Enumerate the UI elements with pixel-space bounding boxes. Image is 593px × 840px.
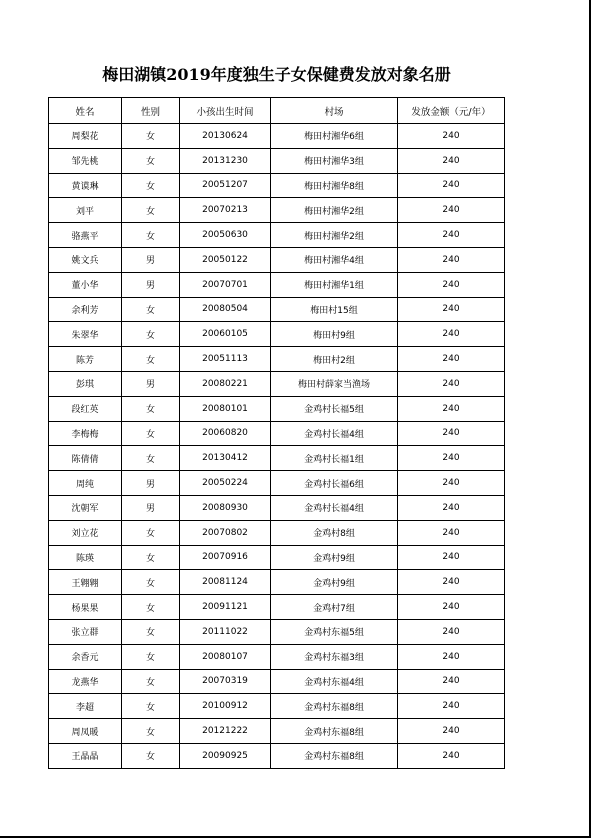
cell-amount: 240 [398,719,505,744]
cell-birth-date: 20080101 [180,396,271,421]
cell-name: 董小华 [49,272,122,297]
column-header-name: 姓名 [49,98,122,124]
cell-sex: 女 [122,421,180,446]
cell-name: 陈芳 [49,347,122,372]
cell-amount: 240 [398,743,505,768]
cell-village: 金鸡村东福5组 [271,619,398,644]
table-row [49,396,505,421]
cell-village: 梅田村湘华2组 [271,198,398,223]
cell-birth-date: 20080107 [180,644,271,669]
cell-amount: 240 [398,223,505,248]
table-row [49,545,505,570]
cell-sex: 女 [122,719,180,744]
cell-village: 梅田村湘华6组 [271,124,398,149]
cell-name: 黄谟琳 [49,173,122,198]
cell-name: 杨果果 [49,595,122,620]
cell-sex: 女 [122,173,180,198]
cell-sex: 女 [122,124,180,149]
cell-village: 金鸡村东福8组 [271,743,398,768]
cell-name: 陈倩倩 [49,446,122,471]
table-row [49,446,505,471]
table-row [49,421,505,446]
table-row [49,173,505,198]
cell-birth-date: 20121222 [180,719,271,744]
column-header-birth-date: 小孩出生时间 [180,98,271,124]
cell-sex: 女 [122,396,180,421]
table-row [49,471,505,496]
cell-birth-date: 20080221 [180,371,271,396]
cell-name: 朱翠华 [49,322,122,347]
cell-amount: 240 [398,297,505,322]
column-header-sex: 性别 [122,98,180,124]
cell-village: 金鸡村长福4组 [271,495,398,520]
cell-village: 金鸡村长福6组 [271,471,398,496]
cell-village: 金鸡村东福8组 [271,694,398,719]
table-row [49,495,505,520]
cell-amount: 240 [398,173,505,198]
table-row [49,619,505,644]
table-row [49,694,505,719]
cell-sex: 女 [122,520,180,545]
cell-sex: 女 [122,148,180,173]
cell-amount: 240 [398,545,505,570]
cell-sex: 女 [122,743,180,768]
cell-birth-date: 20080930 [180,495,271,520]
cell-village: 梅田村2组 [271,347,398,372]
cell-sex: 女 [122,644,180,669]
cell-name: 刘平 [49,198,122,223]
cell-name: 骆燕平 [49,223,122,248]
document-title: 梅田湖镇2019年度独生子女保健费发放对象名册 [102,65,451,84]
cell-name: 余利芳 [49,297,122,322]
cell-birth-date: 20070802 [180,520,271,545]
cell-amount: 240 [398,495,505,520]
cell-birth-date: 20081124 [180,570,271,595]
table-row [49,148,505,173]
cell-name: 段红英 [49,396,122,421]
cell-village: 梅田村9组 [271,322,398,347]
cell-amount: 240 [398,619,505,644]
table-row [49,669,505,694]
cell-birth-date: 20080504 [180,297,271,322]
cell-amount: 240 [398,520,505,545]
cell-birth-date: 20050630 [180,223,271,248]
cell-birth-date: 20070916 [180,545,271,570]
cell-birth-date: 20060105 [180,322,271,347]
roster-table [48,97,505,769]
table-row [49,247,505,272]
cell-sex: 女 [122,297,180,322]
cell-amount: 240 [398,322,505,347]
cell-name: 姚文兵 [49,247,122,272]
cell-village: 梅田村湘华2组 [271,223,398,248]
cell-name: 彭琪 [49,371,122,396]
cell-sex: 女 [122,669,180,694]
table-row [49,347,505,372]
cell-sex: 女 [122,619,180,644]
cell-amount: 240 [398,371,505,396]
table-row [49,520,505,545]
cell-sex: 女 [122,198,180,223]
table-row [49,223,505,248]
cell-birth-date: 20060820 [180,421,271,446]
table-row [49,743,505,768]
cell-birth-date: 20051113 [180,347,271,372]
cell-sex: 男 [122,272,180,297]
cell-birth-date: 20051207 [180,173,271,198]
cell-amount: 240 [398,148,505,173]
cell-birth-date: 20130412 [180,446,271,471]
cell-amount: 240 [398,396,505,421]
cell-name: 沈朝军 [49,495,122,520]
cell-village: 梅田村15组 [271,297,398,322]
cell-birth-date: 20070319 [180,669,271,694]
cell-village: 金鸡村9组 [271,570,398,595]
cell-village: 梅田村湘华1组 [271,272,398,297]
cell-amount: 240 [398,421,505,446]
table-row [49,719,505,744]
table-row [49,371,505,396]
cell-sex: 女 [122,694,180,719]
cell-amount: 240 [398,124,505,149]
table-row [49,322,505,347]
cell-village: 金鸡村东福4组 [271,669,398,694]
cell-name: 李超 [49,694,122,719]
column-header-village: 村场 [271,98,398,124]
cell-birth-date: 20091121 [180,595,271,620]
cell-village: 金鸡村长福5组 [271,396,398,421]
header-row [49,98,505,124]
cell-amount: 240 [398,471,505,496]
cell-name: 邹先桃 [49,148,122,173]
table-row [49,198,505,223]
column-header-amount: 发放金额（元/年） [398,98,505,124]
roster-body [49,124,505,769]
cell-name: 周梨花 [49,124,122,149]
cell-birth-date: 20050224 [180,471,271,496]
table-row [49,272,505,297]
cell-name: 李梅梅 [49,421,122,446]
cell-village: 金鸡村东福3组 [271,644,398,669]
cell-amount: 240 [398,272,505,297]
table-row [49,595,505,620]
cell-birth-date: 20070213 [180,198,271,223]
cell-name: 刘立花 [49,520,122,545]
cell-village: 梅田村湘华8组 [271,173,398,198]
cell-village: 金鸡村长福1组 [271,446,398,471]
cell-amount: 240 [398,644,505,669]
cell-sex: 女 [122,446,180,471]
cell-amount: 240 [398,446,505,471]
cell-sex: 女 [122,545,180,570]
table-row [49,644,505,669]
cell-name: 王翱翱 [49,570,122,595]
cell-village: 金鸡村8组 [271,520,398,545]
cell-village: 金鸡村东福8组 [271,719,398,744]
cell-amount: 240 [398,570,505,595]
cell-sex: 女 [122,595,180,620]
cell-amount: 240 [398,347,505,372]
cell-sex: 男 [122,471,180,496]
cell-amount: 240 [398,694,505,719]
cell-name: 张立群 [49,619,122,644]
cell-amount: 240 [398,247,505,272]
cell-birth-date: 20131230 [180,148,271,173]
cell-village: 金鸡村7组 [271,595,398,620]
cell-birth-date: 20090925 [180,743,271,768]
cell-sex: 女 [122,347,180,372]
cell-name: 周凤暖 [49,719,122,744]
cell-name: 周纯 [49,471,122,496]
cell-village: 梅田村湘华3组 [271,148,398,173]
cell-name: 陈瑛 [49,545,122,570]
cell-sex: 女 [122,322,180,347]
cell-birth-date: 20100912 [180,694,271,719]
cell-birth-date: 20111022 [180,619,271,644]
cell-sex: 女 [122,223,180,248]
cell-sex: 男 [122,247,180,272]
cell-sex: 男 [122,371,180,396]
cell-sex: 男 [122,495,180,520]
cell-amount: 240 [398,595,505,620]
cell-village: 梅田村薛家当渔场 [271,371,398,396]
cell-village: 梅田村湘华4组 [271,247,398,272]
cell-birth-date: 20050122 [180,247,271,272]
cell-name: 王晶晶 [49,743,122,768]
cell-amount: 240 [398,198,505,223]
cell-amount: 240 [398,669,505,694]
cell-village: 金鸡村长福4组 [271,421,398,446]
cell-name: 余香元 [49,644,122,669]
cell-birth-date: 20130624 [180,124,271,149]
table-row [49,297,505,322]
cell-birth-date: 20070701 [180,272,271,297]
table-row [49,124,505,149]
cell-village: 金鸡村9组 [271,545,398,570]
cell-name: 龙燕华 [49,669,122,694]
cell-sex: 女 [122,570,180,595]
table-row [49,570,505,595]
